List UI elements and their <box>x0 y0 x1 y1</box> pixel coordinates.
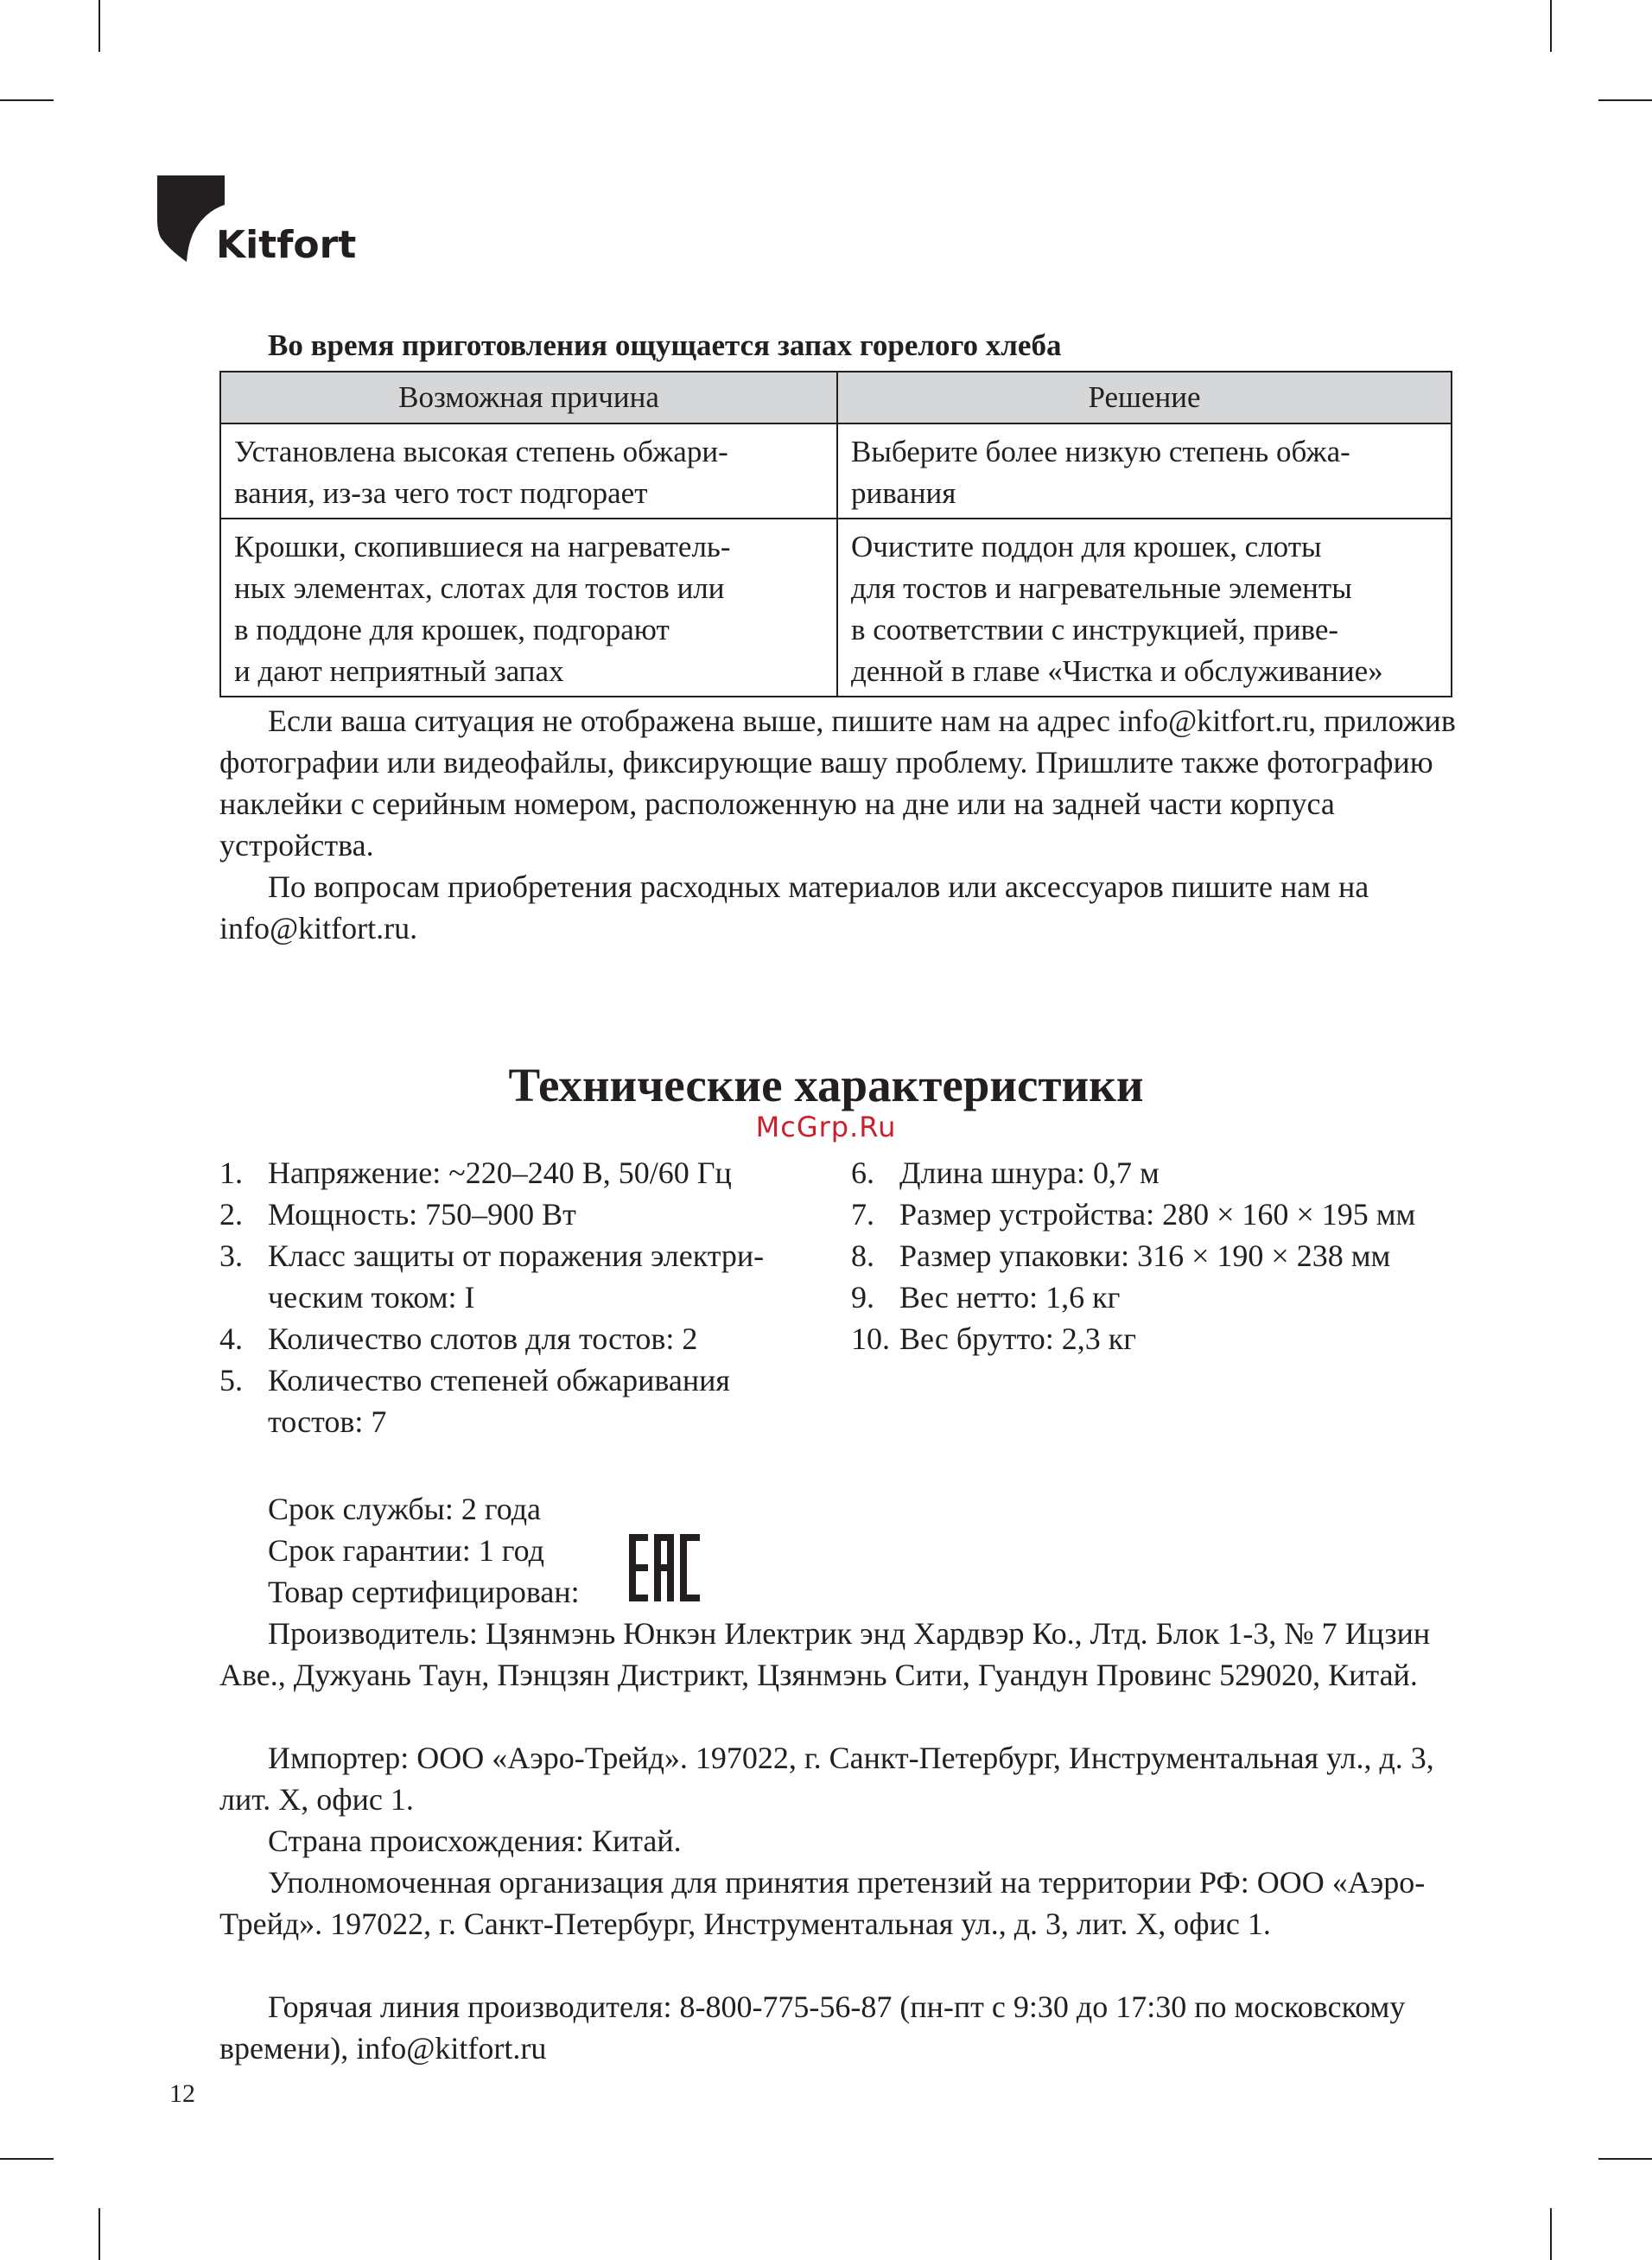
importer-paragraph: Импортер: ООО «Аэро-Трейд». 197022, г. Санкт-Петербург, Инструментальная ул., д. 3, лит. Х, офис 1. <box>219 1741 1434 1817</box>
crop-mark <box>0 99 54 101</box>
crop-mark <box>1550 0 1552 52</box>
hotline-paragraph: Горячая линия производителя: 8-800-775-56-87 (пн-пт с 9:30 до 17:30 по московскому времени), info@kitfort.ru <box>219 1989 1406 2066</box>
crop-mark <box>98 0 100 52</box>
troubleshooting-title: Во время приготовления ощущается запах горелого хлеба <box>268 328 1062 362</box>
header-solution: Решение <box>837 372 1452 423</box>
spec-text: Класс защиты от поражения электри- ческим током: I <box>268 1238 765 1315</box>
crop-mark <box>0 2158 54 2160</box>
table-row <box>220 519 1452 697</box>
crop-mark <box>98 2208 100 2260</box>
brand-name: Kitfort <box>216 223 357 267</box>
spec-text: Количество степеней обжаривания тостов: 7 <box>268 1363 730 1439</box>
spec-item <box>219 1152 842 1194</box>
specs-title: Технические характеристики <box>508 1059 1144 1111</box>
cause-cell: Крошки, скопившиеся на нагреватель- ных элементах, слотах для тостов или в поддоне для крошек, подгорают и дают неприятный запах <box>220 519 837 697</box>
crop-mark <box>1598 99 1652 101</box>
spec-text: Вес нетто: 1,6 кг <box>899 1280 1121 1315</box>
solution-cell: Выберите более низкую степень обжа- ривания <box>837 423 1452 519</box>
spec-number: 10. <box>851 1321 890 1356</box>
contact-paragraph: Если ваша ситуация не отображена выше, пишите нам на адрес info@kitfort.ru, приложив фотографии или видеофайлы, фиксирующие вашу проблему. Пришлите также фотографию наклейки с серийным номером, расположенную на дне или на задней части корпуса устройства. <box>219 703 1456 863</box>
spec-number: 1. <box>219 1155 243 1190</box>
spec-text: Длина шнура: 0,7 м <box>899 1155 1160 1190</box>
specs-list-right <box>851 1152 1473 1359</box>
spec-item <box>219 1235 842 1318</box>
claims-paragraph: Уполномоченная организация для принятия претензий на территории РФ: ООО «Аэро-Трейд». 197022, г. Санкт-Петербург, Инструментальная ул., д. 3, лит. Х, офис 1. <box>219 1865 1426 1941</box>
cause-cell: Установлена высокая степень обжари- вания, из-за чего тост подгорает <box>220 423 837 519</box>
brand-logo <box>157 175 357 271</box>
spec-text: Напряжение: ~220–240 В, 50/60 Гц <box>268 1155 732 1190</box>
spec-item <box>851 1276 1473 1318</box>
spec-number: 4. <box>219 1321 243 1356</box>
accessories-paragraph: По вопросам приобретения расходных материалов или аксессуаров пишите нам на info@kitfort.ru. <box>219 869 1369 945</box>
spec-number: 6. <box>851 1155 874 1190</box>
service-life: Срок службы: 2 года <box>268 1492 542 1526</box>
specs-list-left <box>219 1152 842 1442</box>
spec-item <box>219 1194 842 1235</box>
table-row <box>220 423 1452 519</box>
spec-item <box>851 1152 1473 1194</box>
origin-paragraph: Страна происхождения: Китай. <box>268 1824 682 1858</box>
spec-number: 8. <box>851 1238 874 1273</box>
spec-item <box>851 1235 1473 1276</box>
spec-number: 3. <box>219 1238 243 1273</box>
header-cause: Возможная причина <box>220 372 837 423</box>
troubleshooting-table <box>219 371 1452 697</box>
manufacturer-paragraph: Производитель: Цзянмэнь Юнкэн Илектрик энд Хардвэр Ко., Лтд. Блок 1-3, № 7 Ицзин Аве., Дужуань Таун, Пэнцзян Дистрикт, Цзянмэнь Сити, Гуандун Провинс 529020, Китай. <box>219 1616 1431 1692</box>
spec-item <box>851 1194 1473 1235</box>
spec-text: Размер устройства: 280 × 160 × 195 мм <box>899 1197 1416 1232</box>
crop-mark <box>1598 2158 1652 2160</box>
spec-number: 7. <box>851 1197 874 1232</box>
spec-item <box>851 1318 1473 1359</box>
spec-number: 2. <box>219 1197 243 1232</box>
spec-item <box>219 1359 842 1442</box>
watermark: McGrp.Ru <box>755 1111 897 1143</box>
certification-label: Товар сертифицирован: <box>268 1575 580 1609</box>
spec-text: Размер упаковки: 316 × 190 × 238 мм <box>899 1238 1391 1273</box>
table-header-row <box>220 372 1452 423</box>
page-number: 12 <box>169 2079 195 2108</box>
spec-item <box>219 1318 842 1359</box>
spec-number: 5. <box>219 1363 243 1397</box>
solution-cell: Очистите поддон для крошек, слоты для тостов и нагревательные элементы в соответствии с инструкцией, приве- денной в главе «Чистка и обслуживание» <box>837 519 1452 697</box>
warranty-period: Срок гарантии: 1 год <box>268 1533 544 1568</box>
spec-text: Количество слотов для тостов: 2 <box>268 1321 698 1356</box>
spec-number: 9. <box>851 1280 874 1315</box>
spec-text: Мощность: 750–900 Вт <box>268 1197 576 1232</box>
crop-mark <box>1550 2208 1552 2260</box>
spec-text: Вес брутто: 2,3 кг <box>899 1321 1136 1356</box>
eac-mark-icon <box>629 1534 700 1601</box>
